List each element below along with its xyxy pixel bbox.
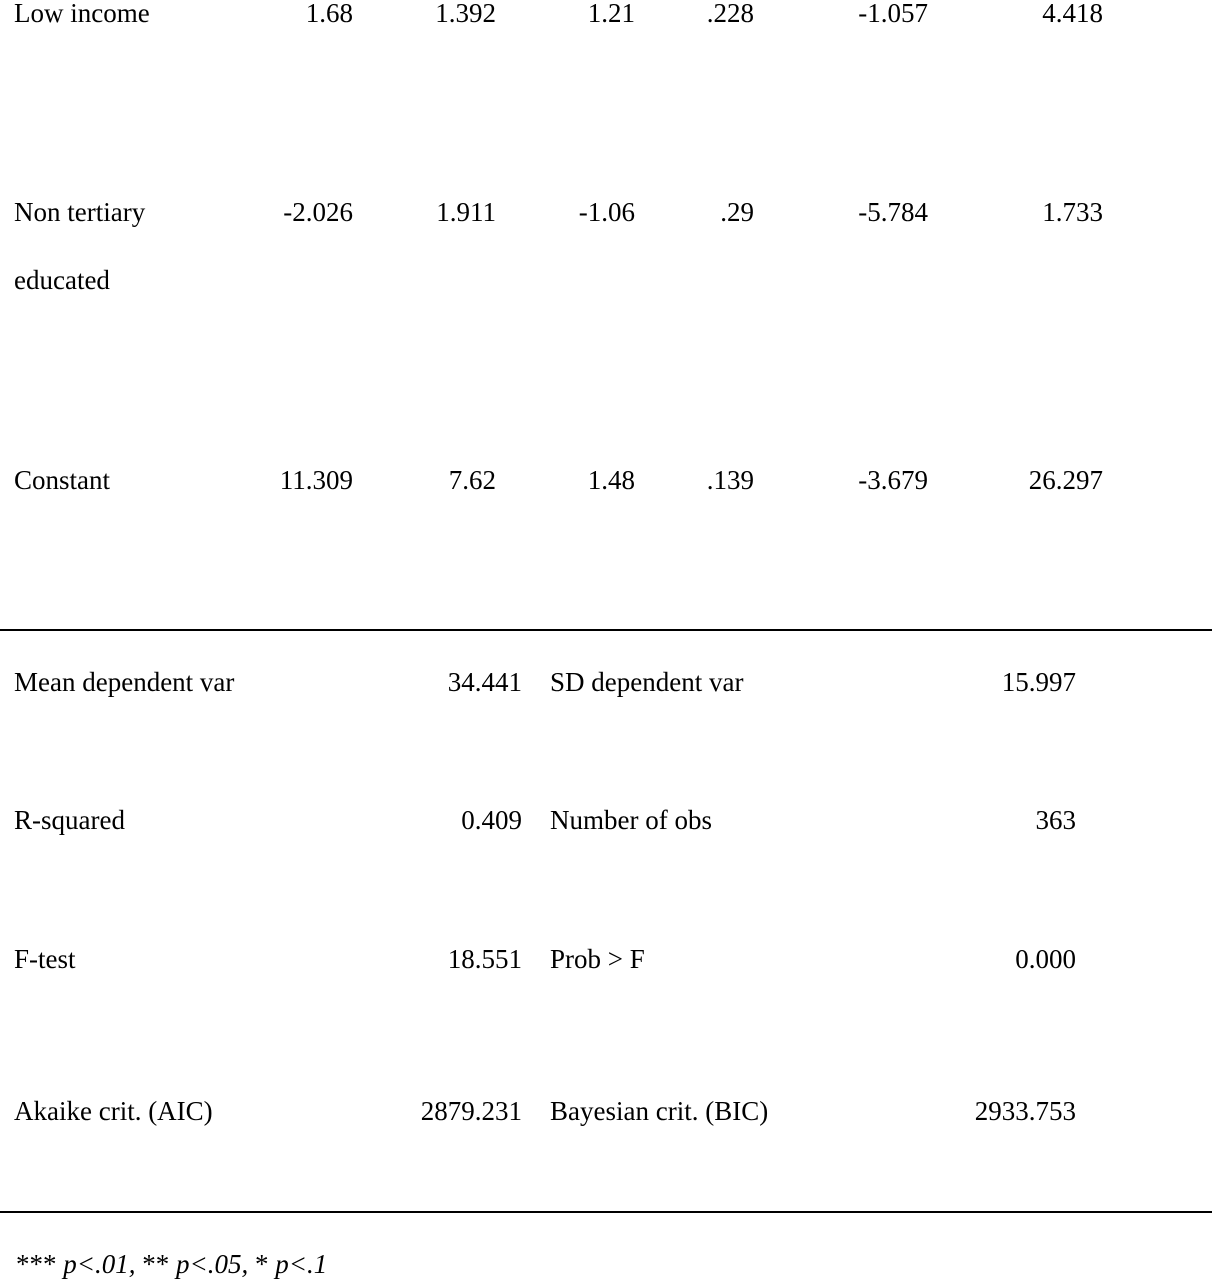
t-cell: -1.06 [578, 197, 635, 227]
stat-label: SD dependent var [550, 667, 744, 697]
footnote-threshold: p<.05, [169, 1249, 255, 1279]
footnote-stars: * [254, 1249, 269, 1279]
stat-value: 2879.231 [420, 1096, 522, 1126]
t-cell: 1.48 [587, 465, 635, 495]
row-label-continuation: educated [14, 265, 110, 295]
significance-footnote [16, 1251, 327, 1278]
stat-value: 2933.753 [974, 1096, 1076, 1126]
stat-value: 0.409 [461, 805, 522, 835]
table-bottom-rule [0, 1211, 1212, 1213]
stat-label: R-squared [14, 805, 125, 835]
footnote-threshold: p<.01, [56, 1249, 143, 1279]
row-label: Low income [14, 0, 150, 28]
ci-low-cell: -5.784 [858, 197, 928, 227]
ci-low-cell: -1.057 [858, 0, 928, 28]
p-cell: .139 [706, 465, 754, 495]
row-label: Non tertiary [14, 197, 146, 227]
stat-value: 18.551 [447, 944, 522, 974]
ci-high-cell: 1.733 [1042, 197, 1103, 227]
stat-label: F-test [14, 944, 76, 974]
se-cell: 1.911 [436, 197, 496, 227]
stat-label: Bayesian crit. (BIC) [550, 1096, 769, 1126]
stat-value: 363 [1035, 805, 1076, 835]
ci-high-cell: 4.418 [1042, 0, 1103, 28]
stat-label: Mean dependent var [14, 667, 235, 697]
coef-cell: -2.026 [283, 197, 353, 227]
footnote-threshold: p<.1 [268, 1249, 328, 1279]
stat-value: 34.441 [447, 667, 522, 697]
footnote-stars: ** [142, 1249, 170, 1279]
coef-cell: 11.309 [279, 465, 353, 495]
stat-label: Number of obs [550, 805, 712, 835]
stat-value: 0.000 [1015, 944, 1076, 974]
se-cell: 1.392 [435, 0, 496, 28]
ci-high-cell: 26.297 [1028, 465, 1103, 495]
t-cell: 1.21 [587, 0, 635, 28]
se-cell: 7.62 [448, 465, 496, 495]
row-label: Constant [14, 465, 111, 495]
stat-value: 15.997 [1001, 667, 1076, 697]
p-cell: .29 [720, 197, 754, 227]
stat-label: Prob > F [550, 944, 645, 974]
footnote-stars: *** [16, 1249, 57, 1279]
ci-low-cell: -3.679 [858, 465, 928, 495]
coef-cell: 1.68 [305, 0, 353, 28]
p-cell: .228 [706, 0, 754, 28]
table-divider [0, 629, 1212, 631]
stat-label: Akaike crit. (AIC) [14, 1096, 213, 1126]
